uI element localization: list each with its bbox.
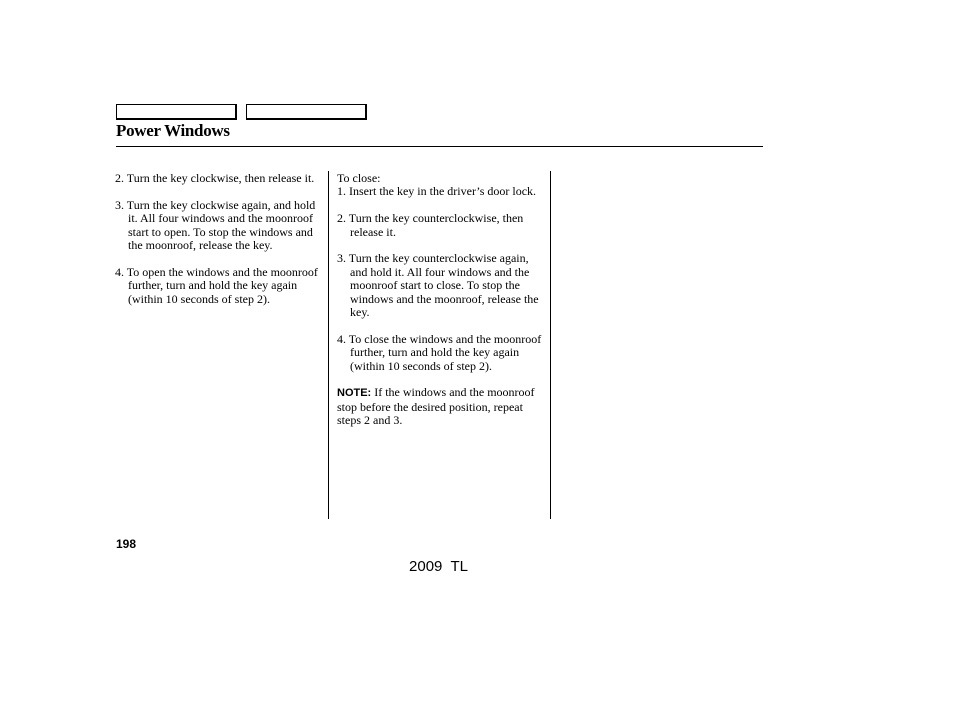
list-item-close-step-3: 3. Turn the key counterclockwise again, and hold it. All four windows and the moonroof start to close. To stop the windows and the moonroof, release the key. xyxy=(337,251,539,320)
list-item-step-2: 2. Turn the key clockwise, then release it. xyxy=(115,171,315,185)
note-paragraph xyxy=(337,386,547,427)
page-number: 198 xyxy=(116,537,137,551)
note-label: NOTE: xyxy=(337,387,372,400)
left-column xyxy=(115,172,321,306)
list-item-step-4: 4. To open the windows and the moonroof further, turn and hold the key again (within 10 seconds of step 2). xyxy=(115,264,318,306)
nav-tab-1[interactable] xyxy=(116,104,237,120)
close-intro: To close: xyxy=(337,171,381,185)
footer-model-label: 2009 TL xyxy=(409,558,468,575)
title-divider xyxy=(116,146,763,147)
list-item-close-step-2: 2. Turn the key counterclockwise, then release it. xyxy=(337,211,524,239)
column-divider-1 xyxy=(328,171,329,519)
list-item-close-step-4: 4. To close the windows and the moonroof further, turn and hold the key again (within 10 seconds of step 2). xyxy=(337,331,542,373)
note-text: If the windows and the moonroof stop before the desired position, repeat steps 2 and 3. xyxy=(337,385,535,428)
middle-column xyxy=(337,172,547,428)
column-divider-2 xyxy=(550,171,551,519)
nav-tab-2[interactable] xyxy=(246,104,367,120)
list-item-step-3: 3. Turn the key clockwise again, and hold it. All four windows and the moonroof start to open. To stop the windows and the moonroof, release the key. xyxy=(115,197,316,253)
page-title: Power Windows xyxy=(116,121,230,140)
list-item-close-step-1: 1. Insert the key in the driver’s door lock. xyxy=(337,184,537,199)
